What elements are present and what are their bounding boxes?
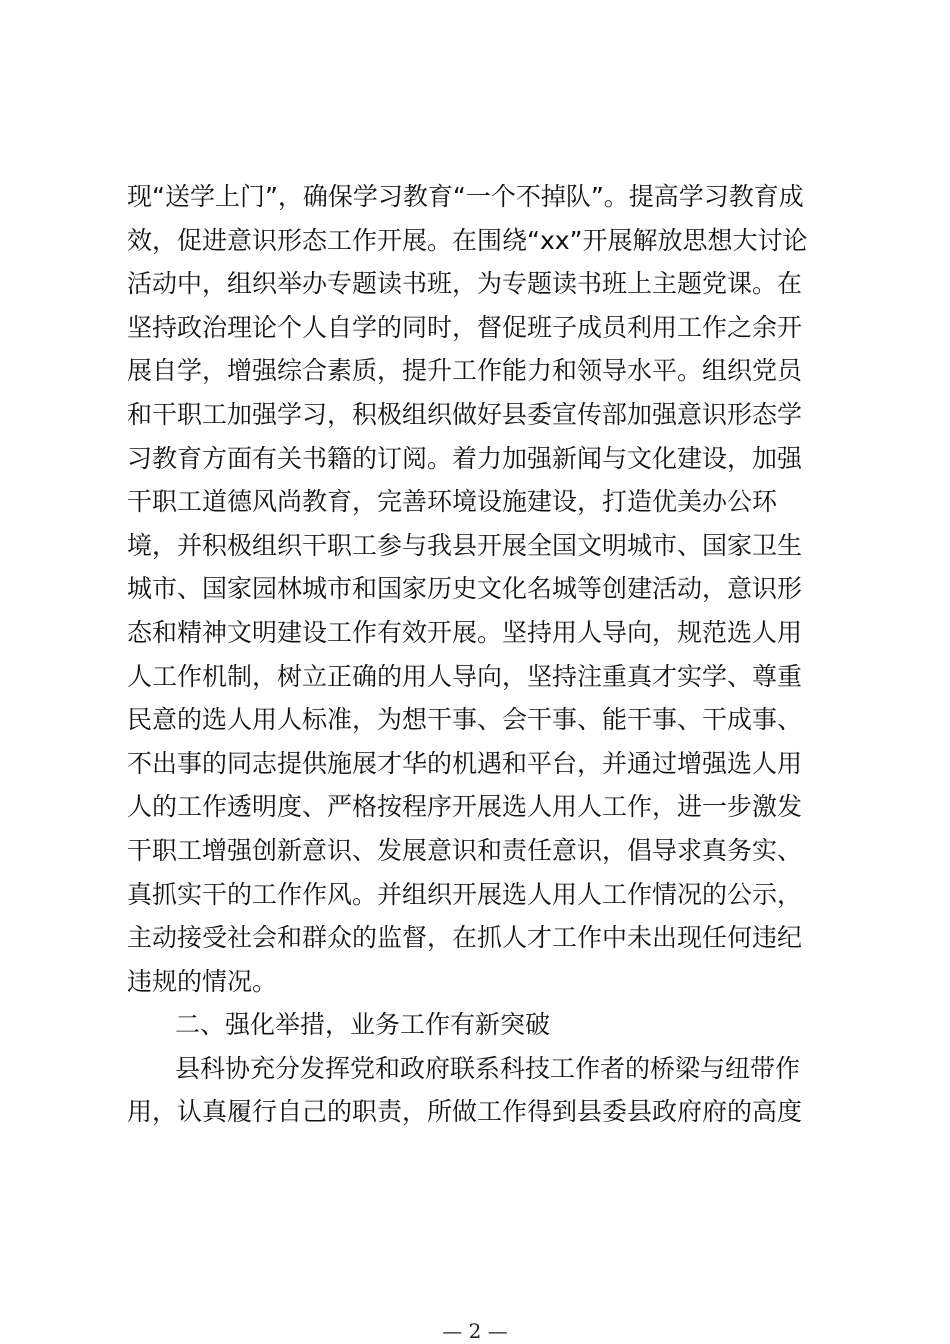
text-line: 主动接受社会和群众的监督，在抓人才工作中未出现任何违纪 (127, 923, 803, 953)
text-line: 用，认真履行自己的职责，所做工作得到县委县政府府的高度 (127, 1097, 803, 1127)
text-line: 展自学，增强综合素质，提升工作能力和领导水平。组织党员 (127, 356, 803, 386)
text-line: 民意的选人用人标准，为想干事、会干事、能干事、干成事、 (127, 705, 803, 735)
page-number: — 2 — (442, 1319, 508, 1343)
text-line: 城市、国家园林城市和国家历史文化名城等创建活动，意识形 (127, 574, 803, 604)
text-line: 人的工作透明度、严格按程序开展选人用人工作，进一步激发 (127, 792, 803, 822)
text-line: 活动中，组织举办专题读书班，为专题读书班上主题党课。在 (127, 269, 803, 299)
text-line: 违规的情况。 (127, 966, 278, 996)
text-line: 干职工道德风尚教育，完善环境设施建设，打造优美办公环 (127, 487, 778, 517)
text-line: 不出事的同志提供施展才华的机遇和平台，并通过增强选人用 (127, 748, 803, 778)
body-text (127, 175, 827, 1134)
text-line: 人工作机制，树立正确的用人导向，坚持注重真才实学、尊重 (127, 661, 803, 691)
text-line: 真抓实干的工作作风。并组织开展选人用人工作情况的公示， (127, 879, 803, 909)
text-line: 态和精神文明建设工作有效开展。坚持用人导向，规范选人用 (127, 617, 803, 647)
text-line: 和干职工加强学习，积极组织做好县委宣传部加强意识形态学 (127, 399, 803, 429)
text-line: 现“送学上门”，确保学习教育“一个不掉队”。提高学习教育成 (127, 182, 804, 211)
text-line: 县科协充分发挥党和政府联系科技工作者的桥梁与纽带作 (175, 1053, 801, 1083)
text-line: 干职工增强创新意识、发展意识和责任意识，倡导求真务实、 (127, 835, 803, 865)
text-line: 效，促进意识形态工作开展。在围绕“xx”开展解放思想大讨论 (127, 225, 808, 255)
text-line: 二、强化举措，业务工作有新突破 (175, 1010, 551, 1040)
text-line: 境，并积极组织干职工参与我县开展全国文明城市、国家卫生 (127, 530, 803, 560)
text-line: 习教育方面有关书籍的订阅。着力加强新闻与文化建设，加强 (127, 443, 803, 473)
text-line: 坚持政治理论个人自学的同时，督促班子成员利用工作之余开 (127, 312, 803, 342)
